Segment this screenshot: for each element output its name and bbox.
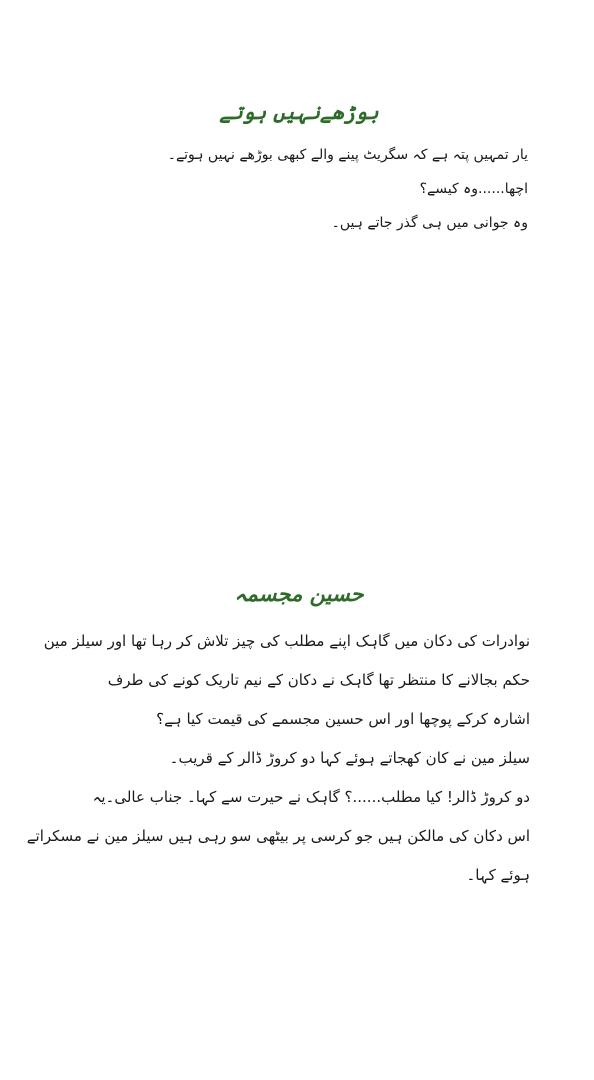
- joke-2-line: ہوئے کہا۔: [466, 866, 530, 884]
- joke-1-line: یار تمہیں پتہ ہے کہ سگریٹ پینے والے کبھی بوڑھے نہیں ہوتے۔: [167, 147, 528, 163]
- joke-1-line: وہ جوانی میں ہی گذر جاتے ہیں۔: [331, 215, 528, 231]
- joke-1-line: اچھا......وہ کیسے؟: [419, 181, 528, 197]
- joke-2-line: نوادرات کی دکان میں گاہک اپنے مطلب کی چیز تلاش کر رہا تھا اور سیلز مین: [43, 632, 530, 650]
- joke-section-1: [70, 98, 528, 240]
- joke-2-line: سیلز مین نے کان کھجاتے ہوئے کہا دو کروڑ ڈالر کے قریب۔: [169, 749, 530, 767]
- joke-2-line: دو کروڑ ڈالر! کیا مطلب......؟ گاہک نے حیرت سے کہا۔ جناب عالی۔یہ: [92, 788, 530, 806]
- joke-title-2: حسین مجسمہ: [234, 582, 364, 606]
- joke-2-line: حکم بجالانے کا منتظر تھا گاہک نے دکان کے نیم تاریک کونے کی طرف: [107, 671, 530, 689]
- joke-title-1: بوڑھےنہیں ہوتے: [219, 100, 379, 124]
- joke-2-line: اشارہ کرکے پوچھا اور اس حسین مجسمے کی قیمت کیا ہے؟: [156, 710, 530, 728]
- joke-section-2: [26, 580, 530, 895]
- joke-2-line: اس دکان کی مالکن ہیں جو کرسی پر بیٹھی سو رہی ہیں سیلز مین نے مسکراتے: [26, 827, 530, 845]
